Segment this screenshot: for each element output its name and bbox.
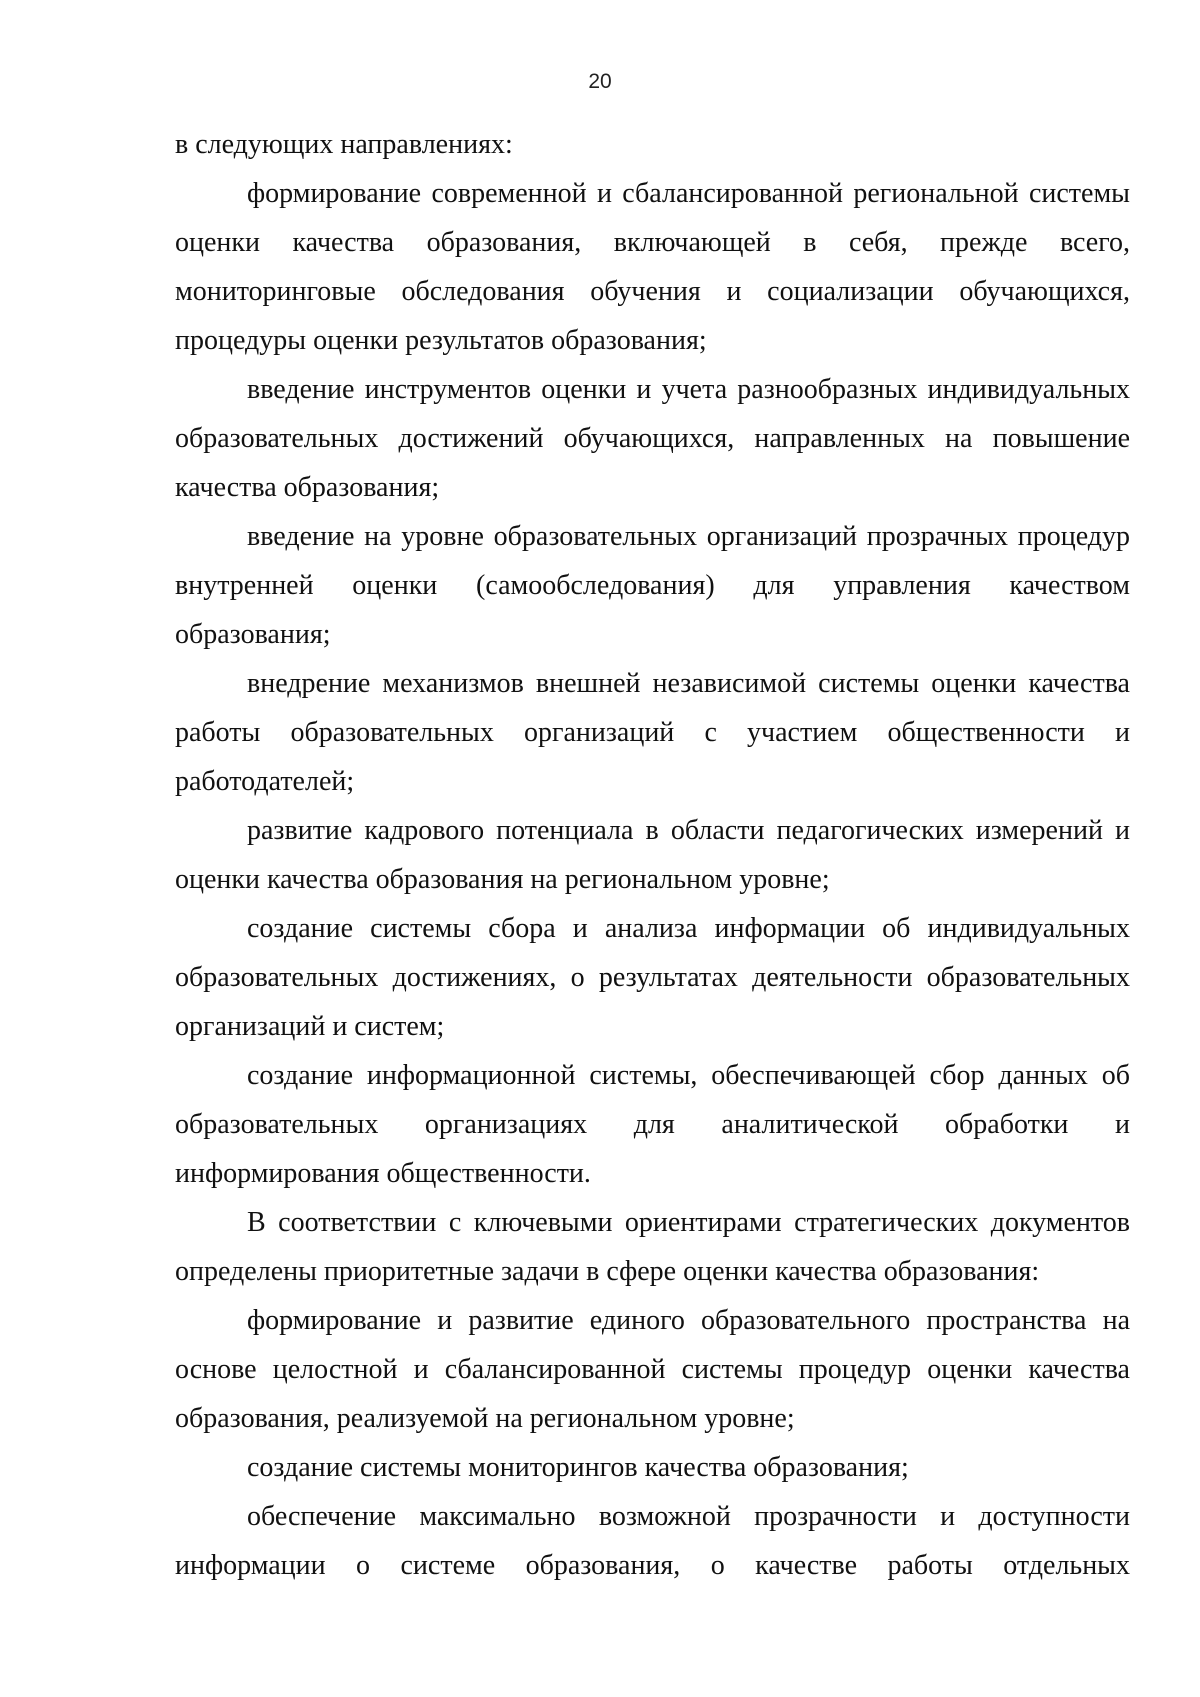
- paragraph: создание системы мониторингов качества образования;: [247, 1452, 909, 1483]
- paragraph: создание информационной системы, обеспечивающей сбор данных об образовательных организациях для аналитической обработки и информирования общественности.: [175, 1060, 1130, 1189]
- paragraph: В соответствии с ключевыми ориентирами стратегических документов определены приоритетные задачи в сфере оценки качества образования:: [175, 1207, 1130, 1287]
- paragraph: введение на уровне образовательных организаций прозрачных процедур внутренней оценки (самообследования) для управления качеством образования;: [175, 521, 1130, 650]
- paragraph: развитие кадрового потенциала в области педагогических измерений и оценки качества образования на региональном уровне;: [175, 815, 1130, 895]
- paragraph: введение инструментов оценки и учета разнообразных индивидуальных образовательных достижений обучающихся, направленных на повышение качества образования;: [175, 374, 1130, 503]
- paragraph: формирование и развитие единого образовательного пространства на основе целостной и сбалансированной системы процедур оценки качества образования, реализуемой на региональном уровне;: [175, 1305, 1130, 1434]
- document-body: [175, 120, 1130, 1590]
- paragraph: в следующих направлениях:: [175, 129, 513, 160]
- page-number: 20: [588, 70, 612, 93]
- paragraph: внедрение механизмов внешней независимой системы оценки качества работы образовательных организаций с участием общественности и работодателей;: [175, 668, 1130, 797]
- paragraph: формирование современной и сбалансированной региональной системы оценки качества образования, включающей в себя, прежде всего, мониторинговые обследования обучения и социализации обучающихся, процедуры оценки результатов образования;: [175, 178, 1130, 356]
- paragraph: создание системы сбора и анализа информации об индивидуальных образовательных достижениях, о результатах деятельности образовательных организаций и систем;: [175, 913, 1130, 1042]
- paragraph: обеспечение максимально возможной прозрачности и доступности информации о системе образования, о качестве работы отдельных: [175, 1501, 1130, 1581]
